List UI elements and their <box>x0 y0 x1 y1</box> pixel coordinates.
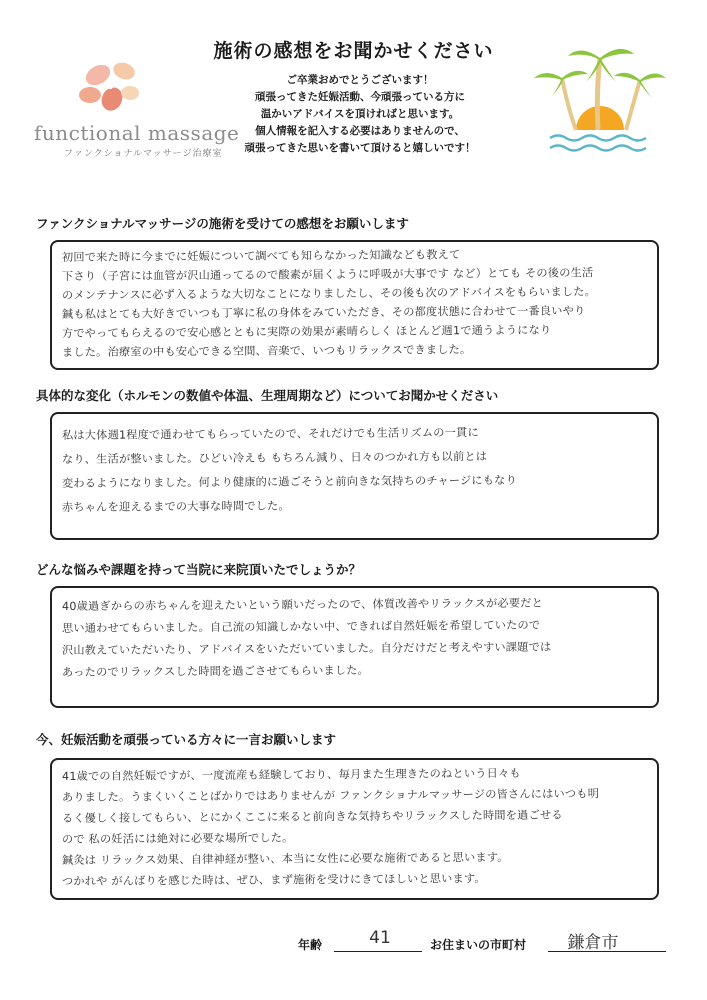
intro-line: 頑張ってきた妊娠活動、今頑張っている方に <box>255 91 465 103</box>
answer-line: 下さり（子宮には血管が沢山通ってるので酸素が届くように呼吸が大事です など）とても その後の生活 <box>61 266 594 283</box>
answer-line: ので 私の妊活には絶対に必要な場所でした。 <box>61 831 294 846</box>
answer-line: あったのでリラックスした時間を過ごさせてもらいました。 <box>61 663 370 679</box>
answer-text <box>62 766 647 892</box>
question-heading: どんな悩みや課題を持って当院に来院頂いたでしょうか？ <box>36 562 362 577</box>
answer-line: 赤ちゃんを迎えるまでの大事な時間でした。 <box>61 499 290 514</box>
answer-line: 変わるようになりました。何より健康的に過ごそうと前向きな気持ちのチャージにもなり <box>61 473 517 490</box>
answer-text <box>62 424 647 520</box>
intro-line: 温かいアドバイスを頂ければと思います。 <box>260 108 460 120</box>
intro-line: 頑張ってきた思いを書いて頂けると嬉しいです！ <box>244 142 476 154</box>
question-heading: ファンクショナルマッサージの施術を受けての感想をお願いします <box>36 216 409 231</box>
answer-line: 私は大体週1程度で通わせてもらっていたので、それだけでも生活リズムの一貫に <box>61 426 479 442</box>
answer-line: のメンテナンスに必ず入るような大切なことになりましたし、その後も次のアドバイスをもらいました。 <box>61 285 597 302</box>
answer-line: なり、生活が整いました。ひどい冷えも もちろん減り、日々のつかれ方も以前とは <box>61 450 488 466</box>
question-heading: 具体的な変化（ホルモンの数値や体温、生理周期など）についてお聞かせください <box>36 388 499 403</box>
intro-line: ご卒業おめでとうございます！ <box>286 74 434 86</box>
age-underline <box>334 951 422 952</box>
intro-line: 個人情報を記入する必要はありませんので、 <box>255 125 465 137</box>
answer-line: ありました。うまくいくことばかりではありませんが ファンクショナルマッサージの皆さんにはいつも明 <box>61 787 600 804</box>
answer-line: るく優しく接してもらい、とにかくここに来ると前向きな気持ちやリラックスした時間を過ごせる <box>61 808 563 825</box>
city-label: お住まいの市町村 <box>430 938 527 952</box>
palm-sunset-illustration <box>528 38 668 156</box>
answer-line: 思い通わせてもらいました。自己流の知識しかない中、できれば自然妊娠を希望していたので <box>61 618 541 635</box>
brand-subtitle: ファンクショナルマッサージ治療室 <box>64 149 223 159</box>
age-value: 41 <box>369 928 391 948</box>
answer-line: 初回で来た時に今までに妊娠について調べても知らなかった知識なども教えて <box>61 248 461 264</box>
brand-name: functional massage <box>34 121 240 145</box>
answer-line: つかれや がんばりを感じた時は、ぜひ、まず施術を受けにきてほしいと思います。 <box>61 872 486 888</box>
answer-text <box>62 596 647 684</box>
intro-text <box>230 72 490 157</box>
city-value: 鎌倉市 <box>567 933 619 953</box>
answer-line: 40歳過ぎからの赤ちゃんを迎えたいという願いだったので、体質改善やリラックスが必要だと <box>61 596 543 613</box>
palm-tree-icon <box>528 38 668 156</box>
city-underline <box>548 951 666 952</box>
answer-line: 鍼灸は リラックス効果、自律神経が整い、本当に女性に必要な施術であると思います。 <box>61 850 509 867</box>
age-label: 年齢 <box>298 938 323 952</box>
answer-line: ました。治療室の中も安心できる空間、音楽で、いつもリラックスできました。 <box>61 343 472 359</box>
page-title: 施術の感想をお聞かせください <box>213 40 494 62</box>
answer-line: 41歳での自然妊娠ですが、一度流産も経験しており、毎月また生理きたのねという日々も <box>61 766 521 783</box>
answer-text <box>62 248 647 362</box>
answer-line: 鍼も私はとても大好きでいつも丁寧に私の身体をみていただき、その都度状態に合わせて一番良いやり <box>61 304 586 321</box>
answer-line: 方でやってもらえるので安心感とともに実際の効果が素晴らしく ほとんど週1で通うようになり <box>61 323 552 340</box>
question-heading: 今、妊娠活動を頑張っている方々に一言お願いします <box>36 732 337 747</box>
answer-line: 沢山教えていただいたり、アドバイスをいただいていました。自分だけだと考えやすい課題では <box>61 640 552 657</box>
